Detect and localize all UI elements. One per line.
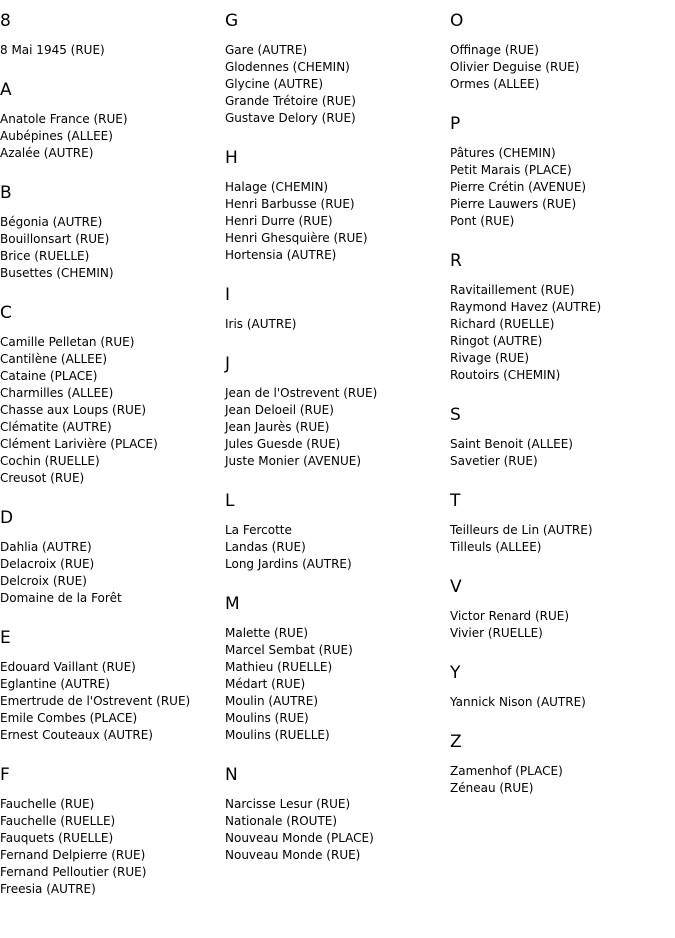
street-list-item (225, 830, 450, 847)
street-link[interactable]: Zéneau (RUE) (450, 781, 534, 795)
street-list-item (450, 367, 675, 384)
street-link[interactable]: Delcroix (RUE) (0, 574, 87, 588)
street-list-item (0, 453, 225, 470)
street-list-item (225, 402, 450, 419)
street-list (0, 334, 225, 487)
letter-heading: T (450, 491, 461, 511)
street-link[interactable]: Jean Jaurès (RUE) (225, 420, 330, 434)
letter-heading: A (0, 80, 12, 100)
street-link[interactable]: Mathieu (RUELLE) (225, 660, 333, 674)
street-link[interactable]: Clément Larivière (PLACE) (0, 437, 158, 451)
letter-heading: R (450, 251, 462, 271)
letter-group (450, 250, 675, 384)
letter-group (450, 404, 675, 470)
street-link[interactable]: Delacroix (RUE) (0, 557, 95, 571)
street-list-item (225, 42, 450, 59)
street-list-item (225, 847, 450, 864)
street-list-item (0, 881, 225, 898)
street-list-item (0, 419, 225, 436)
street-link[interactable]: Tilleuls (ALLEE) (450, 540, 542, 554)
street-list-item (225, 110, 450, 127)
street-list (450, 608, 675, 642)
street-link[interactable]: Raymond Havez (AUTRE) (450, 300, 602, 314)
street-list-item (225, 539, 450, 556)
street-list-item (0, 436, 225, 453)
letter-heading: E (0, 628, 11, 648)
street-list-item (0, 402, 225, 419)
street-link[interactable]: Jean de l'Ostrevent (RUE) (225, 386, 378, 400)
street-list-item (225, 556, 450, 573)
street-list-item (0, 659, 225, 676)
street-list-item (225, 247, 450, 264)
street-link[interactable]: Anatole France (RUE) (0, 112, 128, 126)
street-index-column-2 (225, 10, 450, 884)
street-link[interactable]: Savetier (RUE) (450, 454, 538, 468)
letter-group (225, 284, 450, 333)
street-link[interactable]: Glycine (AUTRE) (225, 77, 324, 91)
street-list-item (450, 145, 675, 162)
letter-heading: Z (450, 732, 462, 752)
street-list-item (225, 642, 450, 659)
letter-group (450, 662, 675, 711)
street-list-item (225, 59, 450, 76)
street-link[interactable]: Vivier (RUELLE) (450, 626, 543, 640)
street-link[interactable]: Médart (RUE) (225, 677, 306, 691)
letter-group (225, 10, 450, 127)
street-list-item (0, 573, 225, 590)
letter-heading: 8 (0, 11, 11, 31)
street-list (0, 42, 225, 59)
street-link[interactable]: Iris (AUTRE) (225, 317, 297, 331)
street-link[interactable]: Ormes (ALLEE) (450, 77, 540, 91)
street-list (225, 625, 450, 744)
letter-heading: H (225, 148, 238, 168)
street-link[interactable]: Landas (RUE) (225, 540, 306, 554)
street-list-item (450, 350, 675, 367)
letter-group (0, 79, 225, 162)
street-link[interactable]: Cataine (PLACE) (0, 369, 98, 383)
street-list-item (450, 42, 675, 59)
street-link[interactable]: Cochin (RUELLE) (0, 454, 100, 468)
street-list (450, 694, 675, 711)
street-list-item (0, 710, 225, 727)
street-list (0, 111, 225, 162)
letter-heading: N (225, 765, 238, 785)
street-link[interactable]: Nouveau Monde (PLACE) (225, 831, 374, 845)
street-list-item (225, 385, 450, 402)
street-list (225, 522, 450, 573)
street-list-item (0, 111, 225, 128)
street-list-item (225, 453, 450, 470)
street-link[interactable]: Fernand Pelloutier (RUE) (0, 865, 147, 879)
street-list-item (225, 693, 450, 710)
street-link[interactable]: Rivage (RUE) (450, 351, 530, 365)
letter-group (0, 507, 225, 607)
street-list-item (0, 334, 225, 351)
street-link[interactable]: Fauchelle (RUELLE) (0, 814, 116, 828)
street-link[interactable]: Ringot (AUTRE) (450, 334, 543, 348)
street-link[interactable]: Pierre Lauwers (RUE) (450, 197, 577, 211)
street-list-item (225, 727, 450, 744)
street-link[interactable]: Offinage (RUE) (450, 43, 539, 57)
street-list-item (450, 453, 675, 470)
street-list (225, 42, 450, 127)
street-list-item (0, 231, 225, 248)
street-list-item (225, 659, 450, 676)
street-list-item (225, 710, 450, 727)
street-link[interactable]: Zamenhof (PLACE) (450, 764, 563, 778)
street-list-item (450, 763, 675, 780)
street-link[interactable]: Camille Pelletan (RUE) (0, 335, 135, 349)
street-index-column-3 (450, 10, 675, 817)
letter-heading: I (225, 285, 231, 305)
street-link[interactable]: Marcel Sembat (RUE) (225, 643, 353, 657)
street-link[interactable]: Fauchelle (RUE) (0, 797, 95, 811)
street-list-item (225, 316, 450, 333)
street-link[interactable]: Freesia (AUTRE) (0, 882, 96, 896)
street-link[interactable]: Teilleurs de Lin (AUTRE) (450, 523, 593, 537)
letter-group (450, 113, 675, 230)
street-link[interactable]: Fernand Delpierre (RUE) (0, 848, 146, 862)
street-list-item (0, 214, 225, 231)
street-list-item (450, 213, 675, 230)
street-link[interactable]: Emertrude de l'Ostrevent (RUE) (0, 694, 191, 708)
street-list-item (0, 727, 225, 744)
street-link[interactable]: Moulins (RUE) (225, 711, 309, 725)
street-list (225, 796, 450, 864)
letter-heading: Y (450, 663, 461, 683)
street-list-item (225, 436, 450, 453)
street-link[interactable]: Bégonia (AUTRE) (0, 215, 103, 229)
street-link[interactable]: La Fercotte (225, 523, 292, 537)
street-list (0, 214, 225, 282)
letter-group (225, 353, 450, 470)
street-link[interactable]: Domaine de la Forêt (0, 591, 122, 605)
letter-heading: D (0, 508, 14, 528)
street-list (0, 659, 225, 744)
street-list-item (450, 299, 675, 316)
street-list-item (450, 780, 675, 797)
street-link[interactable]: 8 Mai 1945 (RUE) (0, 43, 105, 57)
street-link[interactable]: Nationale (ROUTE) (225, 814, 338, 828)
street-list-item (0, 470, 225, 487)
street-list (0, 539, 225, 607)
letter-heading: G (225, 11, 239, 31)
street-link[interactable]: Azalée (AUTRE) (0, 146, 94, 160)
street-link[interactable]: Henri Ghesquière (RUE) (225, 231, 368, 245)
letter-group (0, 182, 225, 282)
street-link[interactable]: Moulins (RUELLE) (225, 728, 330, 742)
street-list-item (0, 385, 225, 402)
street-list-item (0, 796, 225, 813)
street-link[interactable]: Juste Monier (AVENUE) (225, 454, 362, 468)
street-link[interactable]: Grande Trétoire (RUE) (225, 94, 356, 108)
street-link[interactable]: Gustave Delory (RUE) (225, 111, 356, 125)
letter-group (225, 593, 450, 744)
street-link[interactable]: Victor Renard (RUE) (450, 609, 570, 623)
letter-heading: J (225, 354, 231, 374)
street-link[interactable]: Nouveau Monde (RUE) (225, 848, 361, 862)
street-link[interactable]: Long Jardins (AUTRE) (225, 557, 352, 571)
letter-heading: S (450, 405, 461, 425)
street-list-item (450, 694, 675, 711)
street-list-item (0, 864, 225, 881)
letter-group (225, 147, 450, 264)
street-list (225, 385, 450, 470)
street-list-item (450, 162, 675, 179)
street-list-item (0, 42, 225, 59)
street-list-item (225, 76, 450, 93)
street-list-item (450, 316, 675, 333)
street-list (450, 436, 675, 470)
street-list-item (225, 213, 450, 230)
street-link[interactable]: Richard (RUELLE) (450, 317, 555, 331)
street-index-column-1 (0, 10, 225, 918)
letter-group (0, 10, 225, 59)
street-link[interactable]: Ravitaillement (RUE) (450, 283, 575, 297)
street-link[interactable]: Busettes (CHEMIN) (0, 266, 114, 280)
street-link[interactable]: Eglantine (AUTRE) (0, 677, 110, 691)
letter-group (0, 627, 225, 744)
street-link[interactable]: Olivier Deguise (RUE) (450, 60, 580, 74)
street-link[interactable]: Emile Combes (PLACE) (0, 711, 138, 725)
letter-heading: B (0, 183, 12, 203)
street-link[interactable]: Aubépines (ALLEE) (0, 129, 113, 143)
street-list-item (225, 676, 450, 693)
street-link[interactable]: Chasse aux Loups (RUE) (0, 403, 147, 417)
letter-group (450, 731, 675, 797)
street-list-item (225, 179, 450, 196)
letter-group (225, 490, 450, 573)
street-link[interactable]: Jules Guesde (RUE) (225, 437, 341, 451)
street-list-item (0, 351, 225, 368)
street-link[interactable]: Pierre Crétin (AVENUE) (450, 180, 587, 194)
letter-group (0, 302, 225, 487)
street-link[interactable]: Malette (RUE) (225, 626, 309, 640)
street-link[interactable]: Bouillonsart (RUE) (0, 232, 110, 246)
street-list-item (0, 556, 225, 573)
street-list-item (0, 813, 225, 830)
street-list-item (225, 813, 450, 830)
street-link[interactable]: Routoirs (CHEMIN) (450, 368, 561, 382)
street-list-item (450, 539, 675, 556)
street-link[interactable]: Yannick Nison (AUTRE) (450, 695, 586, 709)
street-link[interactable]: Charmilles (ALLEE) (0, 386, 114, 400)
street-list-item (0, 676, 225, 693)
street-list-item (450, 76, 675, 93)
street-list-item (0, 248, 225, 265)
street-list (225, 179, 450, 264)
street-list-item (225, 230, 450, 247)
street-list-item (450, 625, 675, 642)
letter-heading: V (450, 577, 462, 597)
street-list-item (225, 625, 450, 642)
street-list-item (0, 590, 225, 607)
street-list-item (0, 693, 225, 710)
street-link[interactable]: Dahlia (AUTRE) (0, 540, 92, 554)
street-list-item (450, 179, 675, 196)
street-link[interactable]: Jean Deloeil (RUE) (225, 403, 334, 417)
street-list-item (450, 282, 675, 299)
letter-heading: M (225, 594, 240, 614)
street-list-item (0, 265, 225, 282)
street-link[interactable]: Clématite (AUTRE) (0, 420, 112, 434)
street-link[interactable]: Gare (AUTRE) (225, 43, 308, 57)
street-list (450, 763, 675, 797)
street-list-item (450, 333, 675, 350)
street-list-item (0, 368, 225, 385)
street-link[interactable]: Edouard Vaillant (RUE) (0, 660, 136, 674)
street-list-item (225, 796, 450, 813)
letter-heading: P (450, 114, 461, 134)
street-list-item (450, 608, 675, 625)
street-link[interactable]: Henri Durre (RUE) (225, 214, 333, 228)
letter-group (0, 764, 225, 898)
street-list-item (450, 522, 675, 539)
street-list-item (225, 196, 450, 213)
street-list-item (225, 522, 450, 539)
letter-group (450, 576, 675, 642)
letter-group (225, 764, 450, 864)
street-list-item (450, 436, 675, 453)
street-list (450, 522, 675, 556)
street-list (450, 42, 675, 93)
street-list-item (0, 128, 225, 145)
street-list (225, 316, 450, 333)
letter-heading: O (450, 11, 464, 31)
street-list-item (450, 196, 675, 213)
street-link[interactable]: Cantilène (ALLEE) (0, 352, 108, 366)
street-link[interactable]: Glodennes (CHEMIN) (225, 60, 350, 74)
street-list (450, 282, 675, 384)
letter-group (450, 490, 675, 556)
street-link[interactable]: Narcisse Lesur (RUE) (225, 797, 351, 811)
street-list (450, 145, 675, 230)
street-list-item (225, 419, 450, 436)
letter-group (450, 10, 675, 93)
street-link[interactable]: Petit Marais (PLACE) (450, 163, 572, 177)
letter-heading: C (0, 303, 12, 323)
street-link[interactable]: Fauquets (RUELLE) (0, 831, 114, 845)
street-link[interactable]: Brice (RUELLE) (0, 249, 90, 263)
street-list-item (0, 847, 225, 864)
street-link[interactable]: Hortensia (AUTRE) (225, 248, 337, 262)
street-list-item (0, 830, 225, 847)
street-list-item (450, 59, 675, 76)
street-link[interactable]: Moulin (AUTRE) (225, 694, 318, 708)
street-link[interactable]: Ernest Couteaux (AUTRE) (0, 728, 153, 742)
street-link[interactable]: Halage (CHEMIN) (225, 180, 329, 194)
street-link[interactable]: Saint Benoit (ALLEE) (450, 437, 573, 451)
letter-heading: F (0, 765, 10, 785)
street-link[interactable]: Henri Barbusse (RUE) (225, 197, 355, 211)
street-list-item (0, 539, 225, 556)
street-list-item (225, 93, 450, 110)
street-link[interactable]: Pont (RUE) (450, 214, 515, 228)
street-link[interactable]: Pâtures (CHEMIN) (450, 146, 556, 160)
street-list (0, 796, 225, 898)
letter-heading: L (225, 491, 235, 511)
street-list-item (0, 145, 225, 162)
street-link[interactable]: Creusot (RUE) (0, 471, 85, 485)
